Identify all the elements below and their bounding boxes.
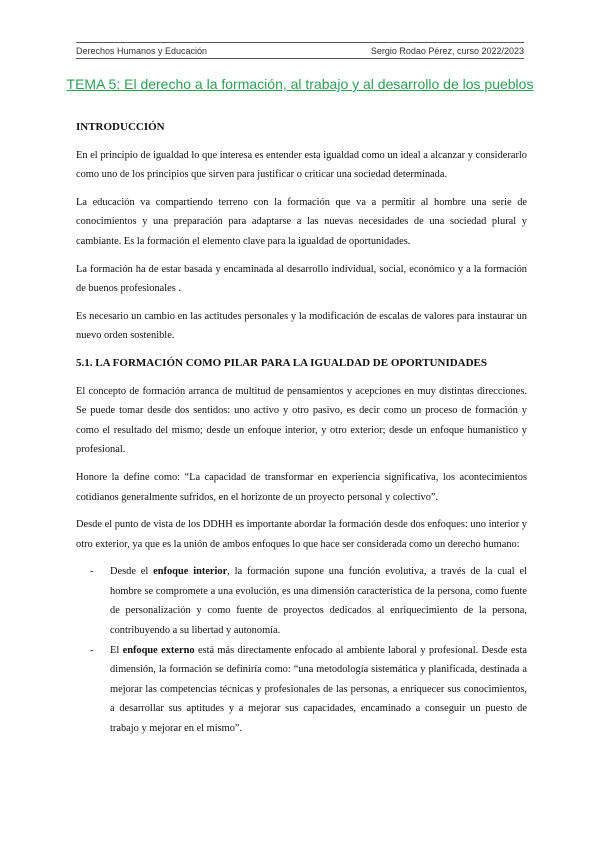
header-course: Derechos Humanos y Educación <box>76 46 208 56</box>
paragraph: El concepto de formación arranca de multitud de pensamientos y acepciones en muy distintas direcciones. Se puede tomar desde dos sentidos: uno activo y otro pasivo, es decir como un proceso de formación y como el resultado del mismo; desde un enfoque interior, y otro exterior; desde un enfoque humanístico y profesional. <box>76 385 527 456</box>
heading-introduccion: INTRODUCCIÓN <box>76 121 165 133</box>
bullet-text-pre: Desde el <box>110 566 154 578</box>
paragraph: La formación ha de estar basada y encaminada al desarrollo individual, social, económico y a la formación de buenos profesionales . <box>76 263 527 295</box>
bullet-list <box>76 562 527 738</box>
heading-section-5-1: 5.1. LA FORMACIÓN COMO PILAR PARA LA IGUALDAD DE OPORTUNIDADES <box>76 356 488 369</box>
header-rule-top <box>76 42 524 43</box>
bullet-item-enfoque-externo <box>76 641 527 739</box>
bullet-bold-term: enfoque externo <box>122 644 195 656</box>
paragraph: Desde el punto de vista de los DDHH es importante abordar la formación desde dos enfoques: uno interior y otro exterior, ya que es la unión de ambos enfoques lo que hace ser considerada como un derecho humano: <box>76 519 527 550</box>
paragraph: Es necesario un cambio en las actitudes personales y la modificación de escalas de valores para instaurar un nuevo orden sostenible. <box>76 310 527 342</box>
bullet-item-enfoque-interior <box>76 562 527 640</box>
paragraph: La educación va compartiendo terreno con la formación que va a permitir al hombre una serie de conocimientos y una preparación para adaptarse a las nuevas necesidades de una sociedad plural y cambiante. Es la formación el elemento clave para la igualdad de oportunidades. <box>76 196 527 247</box>
bullet-text-pre: El <box>110 644 123 656</box>
bullet-text-post: está más directamente enfocado al ambiente laboral y profesional. Desde esta dimensión, la formación se definiría como: “una metodología sistemática y planificada, destinada a mejorar las competencias técnicas y profesionales de las personas, a enriquecer sus conocimientos, a desarrollar sus aptitudes y a mejorar sus capacidades, encaminado a conseguir un puesto de trabajo y mejorar en el mismo”. <box>110 644 528 735</box>
page-title: TEMA 5: El derecho a la formación, al trabajo y al desarrollo de los pueblos <box>66 76 534 92</box>
header-author: Sergio Rodao Pérez, curso 2022/2023 <box>370 46 524 56</box>
paragraph: Honore la define como: “La capacidad de transformar en experiencia significativa, los acontecimientos cotidianos generalmente sufridos, en el horizonte de un proyecto personal y colectivo”. <box>76 471 527 503</box>
body-content <box>76 118 527 739</box>
bullet-text-post: , la formación supone una función evolutiva, a través de la cual el hombre se compromete a una evolución, es una dimensión característica de la persona, como fuente de personalización y como fuente de proyectos dedicados al enriquecimiento de la persona, contribuyendo a su libertad y autonomía. <box>110 566 527 637</box>
header-rule-bottom <box>76 58 524 59</box>
bullet-dash: - <box>90 644 94 656</box>
paragraph: En el principio de igualdad lo que interesa es entender esta igualdad como un ideal a alcanzar y considerarlo como uno de los principios que sirven para justificar o criticar una sociedad determinada. <box>76 149 527 181</box>
bullet-bold-term: enfoque interior <box>153 566 228 578</box>
bullet-dash: - <box>90 566 94 578</box>
